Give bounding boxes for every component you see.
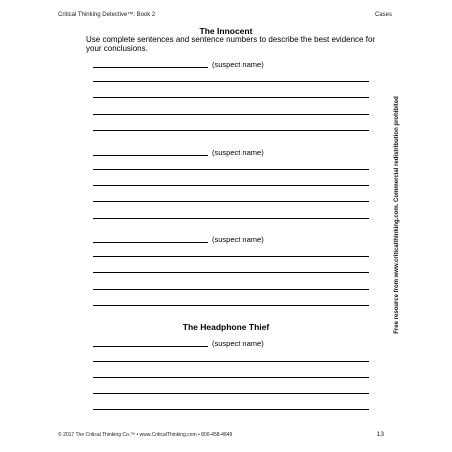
- redistribution-notice: Free resource from www.criticalthinking.com. Commercial redistribution prohibited: [394, 96, 400, 334]
- answer-line[interactable]: [93, 97, 369, 98]
- suspect-name-label-2: (suspect name): [212, 148, 264, 157]
- instructions: Use complete sentences and sentence numbers to describe the best evidence for your conclusions.: [86, 35, 376, 53]
- answer-line[interactable]: [93, 377, 369, 378]
- suspect-name-label-3: (suspect name): [212, 235, 264, 244]
- innocent-title: The Innocent: [199, 26, 253, 36]
- book-title: Critical Thinking Detective™: Book 2: [58, 12, 156, 18]
- suspect-name-label-4: (suspect name): [212, 339, 264, 348]
- answer-line[interactable]: [93, 81, 369, 82]
- section-name: Cases: [374, 12, 392, 18]
- answer-line[interactable]: [93, 130, 369, 131]
- page-number: 13: [376, 431, 384, 438]
- suspect-name-line-3[interactable]: [93, 242, 208, 243]
- answer-line[interactable]: [93, 185, 369, 186]
- answer-line[interactable]: [93, 289, 369, 290]
- answer-line[interactable]: [93, 305, 369, 306]
- answer-line[interactable]: [93, 393, 369, 394]
- suspect-name-line-1[interactable]: [93, 67, 208, 68]
- answer-line[interactable]: [93, 114, 369, 115]
- answer-line[interactable]: [93, 361, 369, 362]
- suspect-name-label-1: (suspect name): [212, 60, 264, 69]
- answer-line[interactable]: [93, 409, 369, 410]
- answer-line[interactable]: [93, 218, 369, 219]
- answer-line[interactable]: [93, 201, 369, 202]
- answer-line[interactable]: [93, 169, 369, 170]
- suspect-name-line-4[interactable]: [93, 346, 208, 347]
- answer-line[interactable]: [93, 256, 369, 257]
- copyright: © 2017 The Critical Thinking Co.™ • www.CriticalThinking.com • 800-458-4849: [58, 432, 233, 438]
- headphone-thief-title: The Headphone Thief: [182, 322, 270, 332]
- suspect-name-line-2[interactable]: [93, 155, 208, 156]
- answer-line[interactable]: [93, 272, 369, 273]
